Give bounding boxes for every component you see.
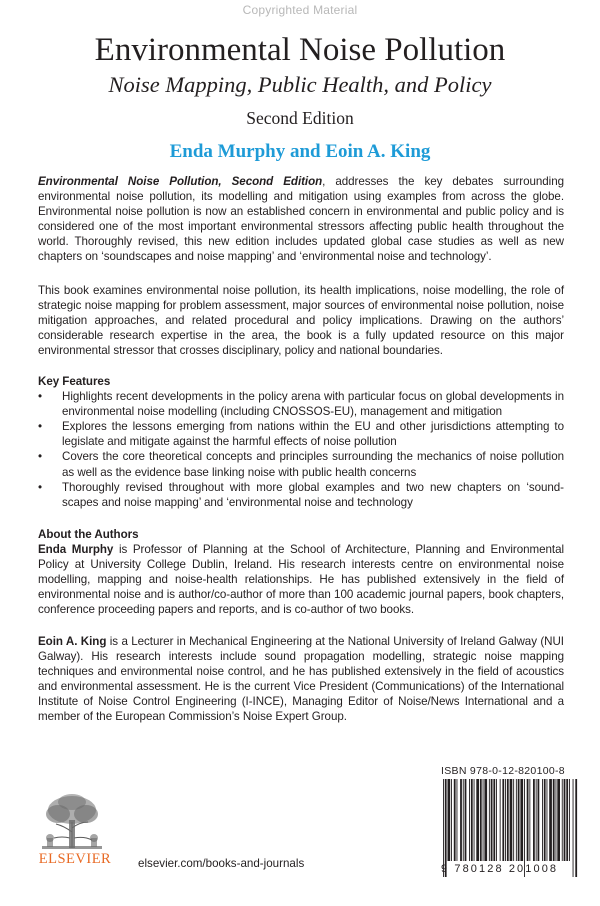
feature-text: Covers the core theoretical concepts and principles surrounding the mechanics of noise pollution as well as the evidence base linking noise with public health concerns [62, 450, 564, 479]
bullet-icon: • [38, 420, 43, 434]
list-item [38, 449, 564, 479]
bullet-icon: • [38, 480, 43, 494]
feature-text: Explores the lessons emerging from nations within the EU and other jurisdictions attempting to legislate and mitigate against the harmful effects of noise pollution [62, 420, 564, 449]
publisher-name: ELSEVIER [38, 851, 112, 867]
author1-name: Enda Murphy [38, 543, 114, 557]
feature-text: Highlights recent developments in the policy arena with particular focus on global developments in environmental noise modelling (including CNOSSOS-EU), management and mitigation [62, 390, 564, 419]
book-edition: Second Edition [246, 108, 354, 128]
summary-paragraph [38, 283, 564, 358]
author1-bio: is Professor of Planning at the School of Architecture, Planning and Environmental Policy at University College Dublin, Ireland. His research interests centre on environmental noise modelling, mapping and noise-health relationships. He has published extensively in the field of environmental noise and is author/co-author of more than 100 academic journal papers, book chapters, conference proceeding papers and reports, and is co-author of two books. [38, 543, 564, 617]
author2-paragraph [38, 634, 564, 725]
list-item [38, 480, 564, 510]
intro-lead: Environmental Noise Pollution, Second Edition [38, 175, 323, 188]
book-subtitle: Noise Mapping, Public Health, and Policy [108, 72, 492, 97]
list-item [38, 389, 564, 419]
about-heading: About the Authors [38, 528, 139, 541]
key-features-list [38, 389, 564, 510]
copyright-watermark: Copyrighted Material [242, 3, 358, 17]
book-authors: Enda Murphy and Eoin A. King [169, 141, 431, 162]
intro-text: , addresses the key debates surrounding environmental noise pollution, its modelling and mitigation using examples from across the globe. Environmental noise pollution is now an established concern in environmental and public policy and is considered one of the most important environmental stressors affecting public health throughout the world. Thoroughly revised, this new edition includes updated global case studies as well as new chapters on ‘soundscapes and noise mapping’ and ‘environmental noise and technology’. [38, 175, 564, 264]
isbn-label: ISBN 978-0-12-820100-8 [441, 765, 565, 777]
key-features-heading: Key Features [38, 375, 111, 388]
bullet-icon: • [38, 390, 43, 404]
about-authors-section [38, 527, 564, 618]
bullet-icon: • [38, 450, 43, 464]
feature-text: Thoroughly revised throughout with more global examples and two new chapters on ‘sound-scapes and noise mapping’ and ‘environmental noise and technology [62, 480, 564, 509]
publisher-website: elsevier.com/books-and-journals [138, 857, 305, 870]
author2-name: Eoin A. King [38, 635, 107, 648]
list-item [38, 419, 564, 449]
book-title: Environmental Noise Pollution [94, 32, 506, 68]
barcode-digits: 9 780128 201008 [441, 863, 559, 875]
author2-bio: is a Lecturer in Mechanical Engineering at the National University of Ireland Galway (NUI Galway). His research interests include sound propagation modelling, strategic noise mapping techniques and environmental noise control, and he has published extensively in the field of acoustics and environmental assessment. He is the current Vice President (Communications) of the International Institute of Noise Control Engineering (I-INCE), Managing Editor of Noise/News International and a member of the European Commission’s Noise Expert Group. [38, 635, 564, 724]
intro-paragraph [38, 174, 564, 265]
elsevier-tree-logo-icon [36, 792, 108, 850]
key-features-section [38, 374, 564, 510]
summary-text: This book examines environmental noise pollution, its health implications, noise modelling, the role of strategic noise mapping for problem assessment, major sources of environmental noise pollution, noise mitigation approaches, and related procedural and policy implications. Drawing on the authors’ considerable research expertise in the area, the book is a fully updated resource on this major environmental stressor that crosses disciplinary, policy and national boundaries. [38, 284, 564, 358]
